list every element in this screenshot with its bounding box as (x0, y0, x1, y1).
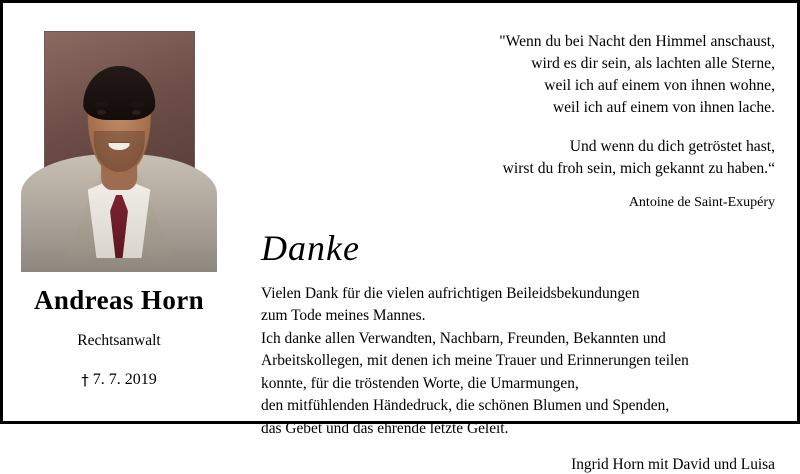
body-line: zum Tode meines Mannes. (261, 307, 426, 325)
portrait-frame (44, 31, 195, 259)
quote-line: weil ich auf einem von ihnen wohne, (544, 77, 775, 95)
body-line: das Gebet und das ehrende letzte Geleit. (261, 419, 509, 437)
quote-author: Antoine de Saint-Exupéry (628, 194, 775, 210)
cross-icon: † (81, 371, 89, 389)
portrait-photo (45, 32, 194, 258)
quote-line: wirst du froh sein, mich gekannt zu haben.“ (502, 159, 775, 177)
eyebrow-left (94, 102, 107, 107)
body-line: konnte, für die tröstenden Worte, die Umarmungen, (261, 374, 579, 392)
signature-line: Ingrid Horn mit David und Luisa (571, 456, 775, 474)
quote-line: wird es dir sein, als lachten alle Sterne, (531, 55, 775, 73)
quotation-block-2 (243, 136, 775, 180)
quotation (243, 31, 775, 180)
deceased-profession: Rechtsanwalt (77, 332, 161, 349)
headline-danke: Danke (261, 227, 360, 268)
quote-line: Und wenn du dich getröstet hast, (569, 137, 775, 155)
death-date: 7. 7. 2019 (92, 371, 157, 388)
body-line: Vielen Dank für die vielen aufrichtigen Beileidsbekundungen (261, 284, 640, 302)
body-line: Arbeitskollegen, mit denen ich meine Trauer und Erinnerungen teilen (261, 352, 689, 370)
quotation-block-1 (243, 31, 775, 120)
left-column (3, 3, 235, 421)
death-date-line (81, 370, 157, 389)
quote-line: weil ich auf einem von ihnen lache. (552, 99, 775, 117)
body-line: Ich danke allen Verwandten, Nachbarn, Freunden, Bekannten und (261, 329, 666, 347)
body-line: den mitfühlenden Händedruck, die schönen Blumen und Spenden, (261, 397, 670, 415)
quote-line: "Wenn du bei Nacht den Himmel anschaust, (499, 33, 775, 50)
eyebrow-right (130, 102, 143, 107)
deceased-name: Andreas Horn (33, 285, 205, 315)
right-column (243, 3, 775, 474)
thank-you-text (243, 283, 775, 440)
